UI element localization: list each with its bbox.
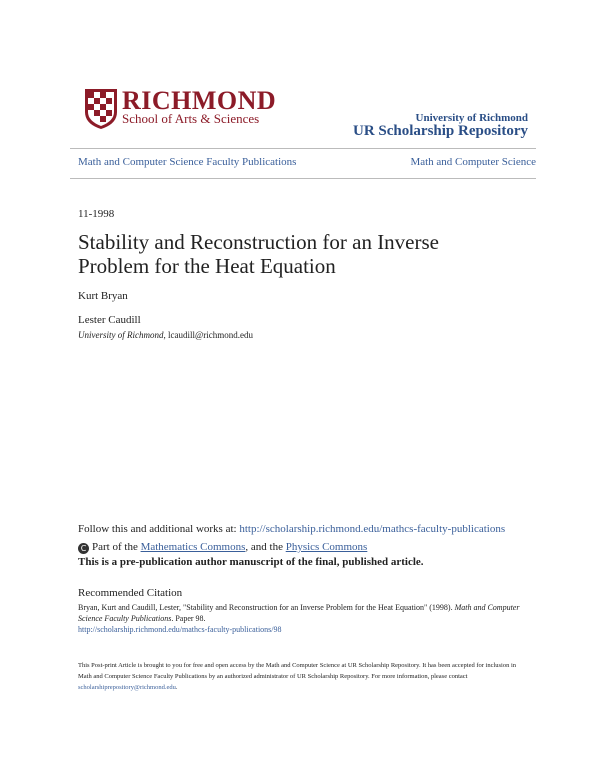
preprint-notice: This is a pre-publication author manuscript of the final, published article.: [78, 556, 424, 568]
affiliation-email: , lcaudill@richmond.edu: [163, 330, 254, 340]
citation-paper: . Paper 98.: [171, 614, 206, 623]
footer-text: This Post-print Article is brought to you for free and open access by the Math and Computer Science at UR Scholarship Repository. It has been accepted for inclusion in Math and Computer Science Faculty Publications by an authorized administrator of UR Scholarship Repository. For more information, please contact: [78, 662, 517, 680]
mathematics-commons-link[interactable]: Mathematics Commons: [140, 541, 246, 553]
footer-end: .: [175, 684, 178, 691]
logo-title: RICHMOND: [122, 86, 277, 115]
physics-commons-link[interactable]: Physics Commons: [285, 541, 368, 553]
citation-journal: Math and Computer Science Faculty Publications: [78, 603, 520, 623]
article-title: Stability and Reconstruction for an Inverse Problem for the Heat Equation: [78, 230, 439, 278]
publication-date: 11-1998: [78, 208, 115, 220]
divider-top: [70, 148, 536, 149]
follow-url-link[interactable]: http://scholarship.richmond.edu/mathcs-faculty-publications: [239, 523, 506, 535]
footer-email-link[interactable]: scholarshiprepository@richmond.edu: [78, 684, 176, 691]
nav-department-link[interactable]: Math and Computer Science: [410, 156, 536, 168]
part-of-line: [78, 541, 367, 554]
citation-body: Bryan, Kurt and Caudill, Lester, "Stability and Reconstruction for an Inverse Problem for the Heat Equation" (1998).: [78, 603, 455, 612]
citation-text: [78, 602, 528, 635]
citation-url-link[interactable]: http://scholarship.richmond.edu/mathcs-faculty-publications/98: [78, 625, 282, 634]
affiliation-university: University of Richmond: [78, 330, 164, 340]
logo-subtitle: School of Arts & Sciences: [122, 111, 260, 126]
nav-collection-link[interactable]: Math and Computer Science Faculty Publications: [78, 156, 297, 168]
repo-university-link[interactable]: University of Richmond: [415, 112, 528, 124]
recommended-citation-heading: Recommended Citation: [78, 587, 183, 599]
partof-prefix: Part of the: [92, 541, 141, 553]
divider-bottom: [70, 178, 536, 179]
partof-mid: , and the: [245, 541, 286, 553]
follow-prefix: Follow this and additional works at:: [78, 523, 240, 535]
university-shield-icon: [84, 88, 118, 130]
repo-title-link[interactable]: UR Scholarship Repository: [352, 123, 528, 139]
follow-line: [78, 523, 505, 535]
author-bryan: Kurt Bryan: [78, 290, 128, 302]
author-caudill: Lester Caudill: [78, 314, 141, 326]
footer-notice: [78, 660, 528, 693]
commons-icon: C: [78, 543, 89, 554]
author-affiliation: [78, 330, 253, 340]
